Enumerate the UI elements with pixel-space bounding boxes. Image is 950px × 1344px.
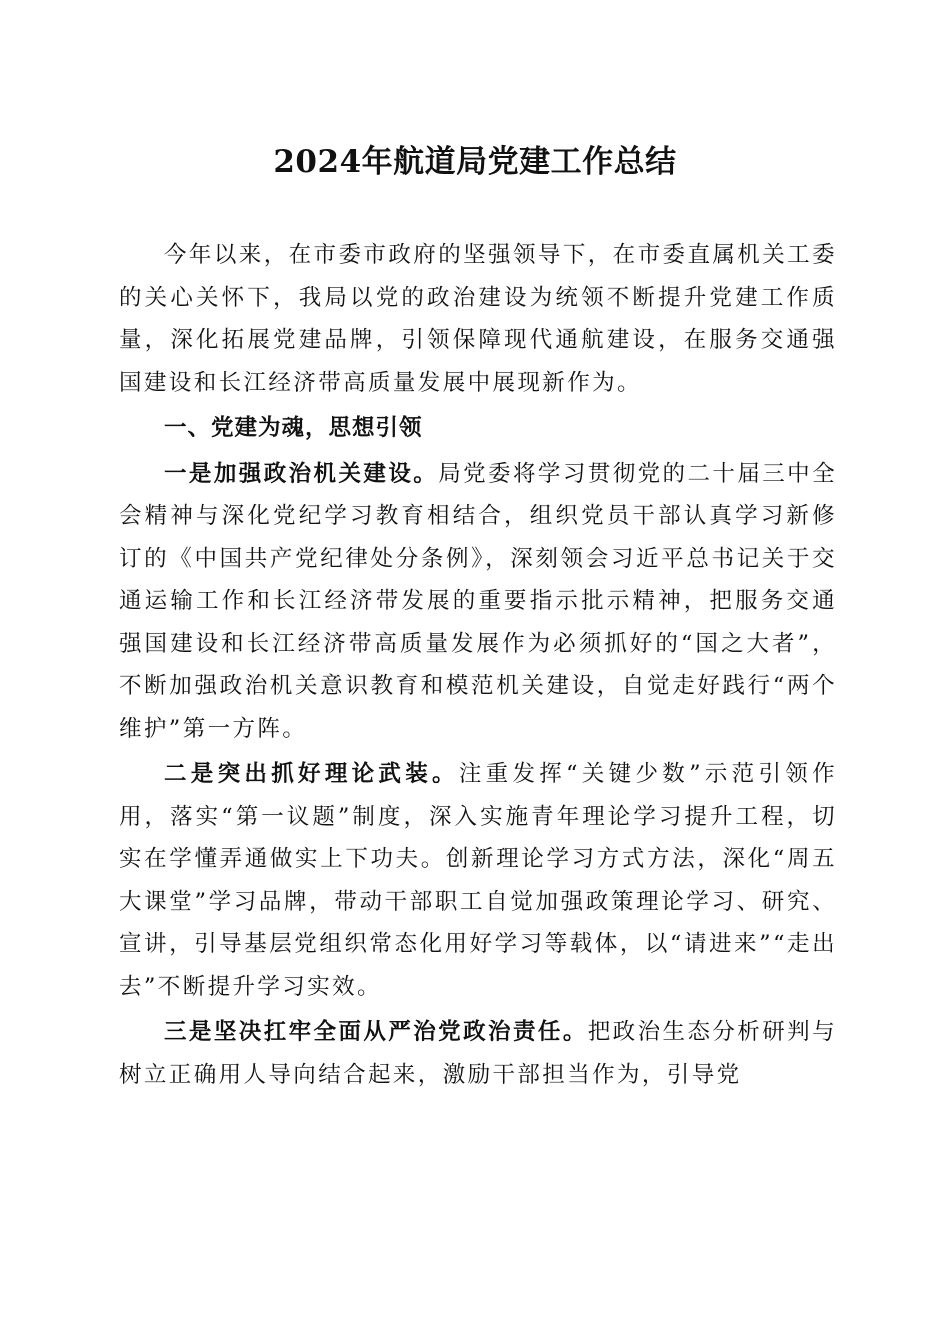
- item-text-2: 注重发挥“关键少数”示范引领作用，落实“第一议题”制度，深入实施青年理论学习提升工程，切实在学懂弄通做实上下功夫。创新理论学习方式方法，深化“周五大课堂”学习品牌，带动干部职工自觉加强政策理论学习、研究、宣讲，引导基层党组织常态化用好学习等载体，以“请进来”“走出去”不断提升学习实效。: [119, 761, 837, 1000]
- section-heading: 一、党建为魂，思想引领: [164, 415, 423, 441]
- item-text-3: 把政治生态分析研判与树立正确用人导向结合起来，激励干部担当作为，引导党: [119, 1019, 837, 1088]
- item-lead-1: 一是加强政治机关建设。: [164, 460, 439, 487]
- item-paragraph-3: [119, 1011, 837, 1096]
- document-title: 2024年航道局党建工作总结: [273, 144, 677, 180]
- intro-paragraph: 今年以来，在市委市政府的坚强领导下，在市委直属机关工委的关心关怀下，我局以党的政治建设为统领不断提升党建工作质量，深化拓展党建品牌，引领保障现代通航建设，在服务交通强国建设和长江经济带高质量发展中展现新作为。: [119, 242, 837, 396]
- item-lead-2: 二是突出抓好理论武装。: [164, 761, 459, 787]
- item-paragraph-2: [119, 753, 837, 1008]
- document-body: [119, 234, 837, 1096]
- item-lead-3: 三是坚决扛牢全面从严治党政治责任。: [164, 1019, 588, 1045]
- item-text-1: 局党委将学习贯彻党的二十届三中全会精神与深化党纪学习教育相结合，组织党员干部认真学习新修订的《中国共产党纪律处分条例》，深刻领会习近平总书记关于交通运输工作和长江经济带发展的重要指示批示精神，把服务交通强国建设和长江经济带高质量发展作为必须抓好的“国之大者”，不断加强政治机关意识教育和模范机关建设，自觉走好践行“两个维护”第一方阵。: [119, 460, 838, 742]
- item-paragraph-1: [119, 453, 837, 751]
